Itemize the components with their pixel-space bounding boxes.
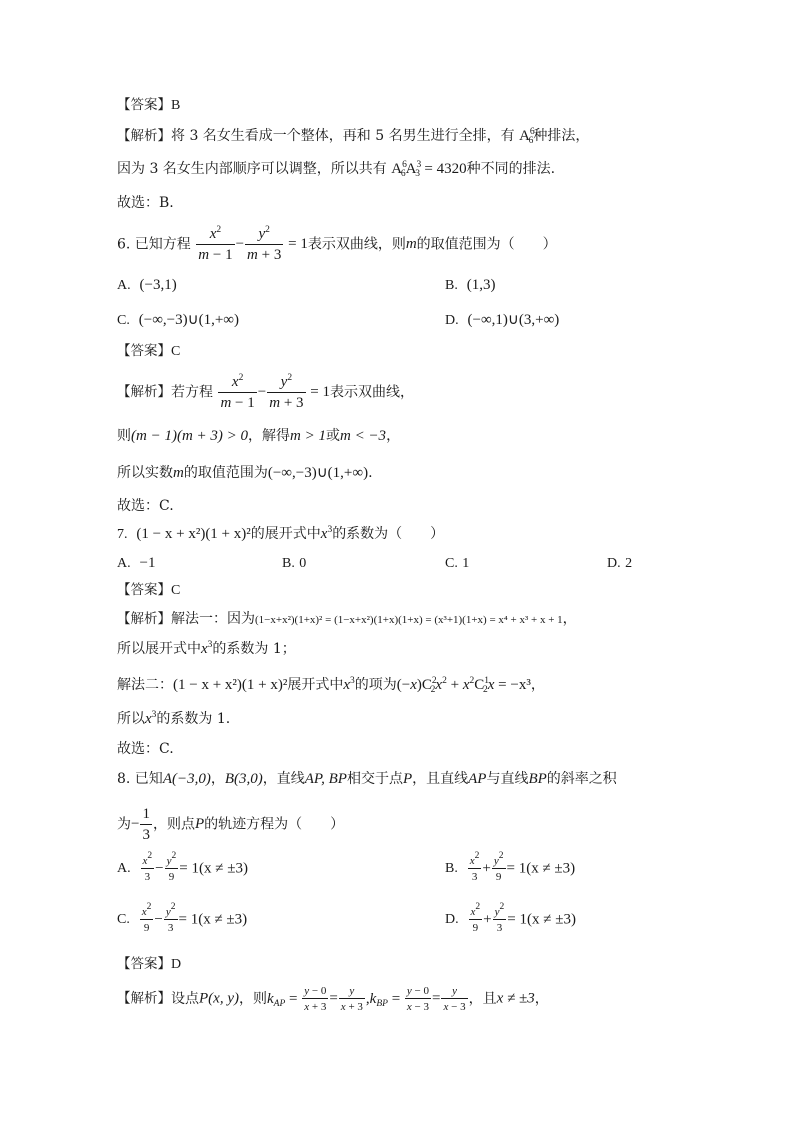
option-text: (−3,1) xyxy=(139,277,177,293)
q8-option-c: C. $\frac{x2}{9}$ − $\frac{y2}{3}$ = 1(x ≠ ±3) xyxy=(117,902,248,935)
q6-conclusion: 故选：C. xyxy=(117,498,174,514)
equation-condition: = 1(x ≠ ±3) xyxy=(506,860,576,877)
analysis-text: ， xyxy=(562,611,577,627)
equation-condition: = 1(x ≠ ±3) xyxy=(178,911,248,928)
q7-method2-result: 所以$x^3$的系数为 1. xyxy=(117,710,231,727)
analysis-text-tail: 种不同的排法. xyxy=(466,161,556,177)
point-a: A(−3,0) xyxy=(162,771,211,787)
option-text: 1 xyxy=(462,556,470,571)
analysis-text: 解法一：因为 xyxy=(171,611,255,627)
stem-end: 的取值范围为（ ） xyxy=(416,236,557,253)
answer-label: 【答案】 xyxy=(117,97,171,113)
q7-stem: 7. (1 − x + x²)(1 + x)²的展开式中$x^3$的系数为（ ） xyxy=(117,525,445,542)
analysis-text: ， xyxy=(386,428,401,444)
stem-text: 的展开式中 xyxy=(250,526,321,542)
q6-answer-line xyxy=(117,344,180,359)
analysis-text: 的取值范围为 xyxy=(183,465,268,481)
answer-value: D xyxy=(171,957,182,972)
stem-text: 为 xyxy=(117,816,131,833)
inequality: m > 1 xyxy=(290,428,326,444)
stem-text: 的斜率之积 xyxy=(546,771,617,787)
stem-text: ，且直线 xyxy=(412,771,469,787)
point-b: B(3,0) xyxy=(224,771,263,787)
stem-text: ，则点 xyxy=(152,816,195,833)
answer-label: 【答案】 xyxy=(117,956,171,972)
analysis-text: ，且 xyxy=(468,991,497,1008)
stem-text: ， xyxy=(210,771,225,787)
analysis-label: 【解析】 xyxy=(117,128,171,144)
range: (−∞,−3)∪(1,+∞) xyxy=(267,465,369,481)
arrangement-A66A33: $A^6_6A^3_3$ xyxy=(391,160,422,179)
analysis-text: 解法二： xyxy=(117,677,173,693)
fraction-one-third: $\frac{1}{3}$ xyxy=(142,806,150,843)
inequality: m < −3 xyxy=(339,428,387,444)
analysis-text: 则 xyxy=(117,428,131,444)
option-text: (−∞,−3)∪(1,+∞) xyxy=(138,312,239,328)
option-label: A. xyxy=(117,556,131,571)
inequality: (m − 1)(m + 3) > 0 xyxy=(131,428,249,444)
q8-analysis-line1: 【解析】设点P(x, y)，则$k_{AP}$ = $\frac{y - 0}{x + 3}$ = $\frac{y}{x + 3}$ $,k_{BP}$ = $\frac{y - 0}{x - 3}$ = $\frac{y}{x - 3}$ ，且x ≠ ±3， xyxy=(117,985,549,1014)
analysis-text: 将 3 名女生看成一个整体，再和 5 名男生进行全排，有 xyxy=(171,128,515,144)
analysis-text: ，则 xyxy=(238,991,267,1008)
point-p: P xyxy=(402,771,413,787)
q6-option-d xyxy=(445,313,559,328)
analysis-text: 若方程 xyxy=(171,384,213,401)
slope-kbp: $,k_{BP}$ = xyxy=(365,990,404,1009)
q7-method1-line xyxy=(117,612,577,627)
option-label: B. xyxy=(282,556,295,571)
option-label: C. xyxy=(445,556,458,571)
stem-text: ，直线 xyxy=(262,771,305,787)
q8-option-a: A. $\frac{x2}{3}$ − $\frac{y2}{9}$ = 1(x ≠ ±3) xyxy=(117,851,248,884)
q6-option-c xyxy=(117,313,239,328)
line-ap: AP xyxy=(468,771,487,787)
option-label: D. xyxy=(445,912,459,928)
q7-option-b xyxy=(282,556,306,571)
question-number: 7. xyxy=(117,527,128,542)
option-label: B. xyxy=(445,278,458,293)
analysis-label: 【解析】 xyxy=(117,383,171,400)
equation-condition: = 1(x ≠ ±3) xyxy=(507,911,576,928)
stem-prefix: 6. 已知方程 xyxy=(117,236,191,253)
answer-value: C xyxy=(171,344,181,359)
q5-analysis-line2 xyxy=(117,162,555,177)
variable: m xyxy=(173,465,184,481)
q6-option-b xyxy=(445,278,496,293)
option-text: −1 xyxy=(139,555,156,571)
q6-analysis-line3 xyxy=(117,466,373,481)
analysis-text: ， xyxy=(534,991,549,1008)
analysis-text: 或 xyxy=(325,428,340,444)
line-bp: BP xyxy=(528,771,547,787)
stem-suffix: 表示双曲线，则 xyxy=(307,236,406,253)
option-text: (1,3) xyxy=(466,277,496,293)
analysis-text: 展开式中 xyxy=(287,677,344,693)
option-text: (−∞,1)∪(3,+∞) xyxy=(467,312,560,328)
analysis-text: 所以实数 xyxy=(117,465,173,481)
q7-method1-result: 所以展开式中$x^3$的系数为 1； xyxy=(117,640,296,657)
option-label: A. xyxy=(117,861,131,877)
analysis-text: 的系数为 1. xyxy=(156,711,231,727)
q6-option-a xyxy=(117,278,177,293)
option-text: 2 xyxy=(625,556,633,571)
binomial-term: $(-x)C^2_2x^2 + x^2C^1_2x$ xyxy=(396,676,495,695)
q8-option-b: B. $\frac{x2}{3}$ + $\frac{y2}{9}$ = 1(x ≠ ±3) xyxy=(445,851,576,884)
option-label: D. xyxy=(445,313,459,328)
option-label: C. xyxy=(117,313,130,328)
option-label: D. xyxy=(607,556,621,571)
option-label: C. xyxy=(117,912,130,928)
q7-answer-line xyxy=(117,583,180,598)
condition: x ≠ ±3 xyxy=(496,990,535,1007)
analysis-label: 【解析】 xyxy=(117,990,171,1007)
analysis-text: 的项为 xyxy=(354,677,397,693)
result-4320: = 4320 xyxy=(424,161,467,177)
answer-value: C xyxy=(171,583,181,598)
q7-method2-line: 解法二：(1 − x + x²)(1 + x)²展开式中$x^3$的项为$(-x)C^2_2x^2 + x^2C^1_2x = -x^3$， xyxy=(117,676,545,695)
stem-text: 相交于点 xyxy=(346,771,403,787)
stem-text: 与直线 xyxy=(486,771,529,787)
stem-text: 8. 已知 xyxy=(117,771,163,787)
analysis-text: 设点 xyxy=(171,991,199,1008)
polynomial: (1 − x + x²)(1 + x)² xyxy=(173,677,288,693)
analysis-text: 所以展开式中 xyxy=(117,641,201,657)
q6-analysis-line2 xyxy=(117,429,400,444)
option-label: A. xyxy=(117,278,131,293)
q8-stem-line1 xyxy=(117,772,617,787)
q7-option-a xyxy=(117,556,156,571)
fraction-y2-over-m+3: $\frac{y^2}{m + 3}$ xyxy=(269,373,304,411)
q8-answer-line xyxy=(117,957,181,972)
polynomial: (1 − x + x²)(1 + x)² xyxy=(136,526,251,542)
q6-stem: 6. 已知方程 $\frac{x^2}{m - 1}$ − $\frac{y^2}{m + 3}$ = 1表示双曲线，则m的取值范围为（ ） xyxy=(117,225,557,263)
q8-option-d: D. $\frac{x2}{9}$ + $\frac{y2}{3}$ = 1(x ≠ ±3) xyxy=(445,902,576,935)
fraction-x2-over-m-1: $\frac{x^2}{m - 1}$ xyxy=(220,373,255,411)
analysis-text: ， xyxy=(530,677,545,693)
stem-var: m xyxy=(405,236,417,252)
q7-conclusion: 故选：C. xyxy=(117,741,174,757)
analysis-text: 所以 xyxy=(117,711,145,727)
arrangement-A66: $A^6_6$ xyxy=(519,127,535,146)
q5-analysis-line1 xyxy=(117,129,589,144)
answer-label: 【答案】 xyxy=(117,582,171,598)
analysis-text: 因为 3 名女生内部顺序可以调整，所以共有 xyxy=(117,161,387,177)
answer-label: 【答案】 xyxy=(117,343,171,359)
equation-condition: = 1(x ≠ ±3) xyxy=(179,860,248,877)
point-p: P xyxy=(194,816,205,832)
answer-value: B xyxy=(171,98,181,113)
q7-option-d xyxy=(607,556,632,571)
option-label: B. xyxy=(445,861,458,877)
q5-conclusion: 故选：B. xyxy=(117,195,174,211)
stem-text: 的系数为（ ） xyxy=(332,526,445,542)
q8-stem-line2: 为− $\frac{1}{3}$ ，则点P的轨迹方程为（ ） xyxy=(117,806,345,843)
fraction-y2-over-m+3: $\frac{y^2}{m + 3}$ xyxy=(247,225,282,263)
analysis-text: 表示双曲线， xyxy=(330,384,415,401)
q6-analysis-line1: 【解析】若方程 $\frac{x^2}{m - 1}$ − $\frac{y^2}{m + 3}$ = 1表示双曲线， xyxy=(117,373,415,411)
slope-kap: $k_{AP}$ = xyxy=(266,990,302,1009)
fraction-x2-over-m-1: $\frac{x^2}{m - 1}$ xyxy=(198,225,233,263)
analysis-text: ，解得 xyxy=(248,428,291,444)
option-text: 0 xyxy=(299,556,307,571)
analysis-text: 的系数为 1； xyxy=(212,641,296,657)
analysis-text-tail: 种排法， xyxy=(533,128,590,144)
analysis-label: 【解析】 xyxy=(117,611,171,627)
lines-ap-bp: AP, BP xyxy=(304,771,347,787)
q7-option-c xyxy=(445,556,469,571)
stem-text: 的轨迹方程为（ ） xyxy=(204,816,345,833)
point-p: P(x, y) xyxy=(199,990,239,1007)
analysis-text: . xyxy=(368,465,373,481)
expansion: (1−x+x²)(1+x)² = (1−x+x²)(1+x)(1+x) = (x³+1)(1+x) = x⁴ + x³ + x + 1 xyxy=(255,614,563,626)
q5-answer-line xyxy=(117,98,180,113)
term-result: = −x³ xyxy=(498,677,531,693)
